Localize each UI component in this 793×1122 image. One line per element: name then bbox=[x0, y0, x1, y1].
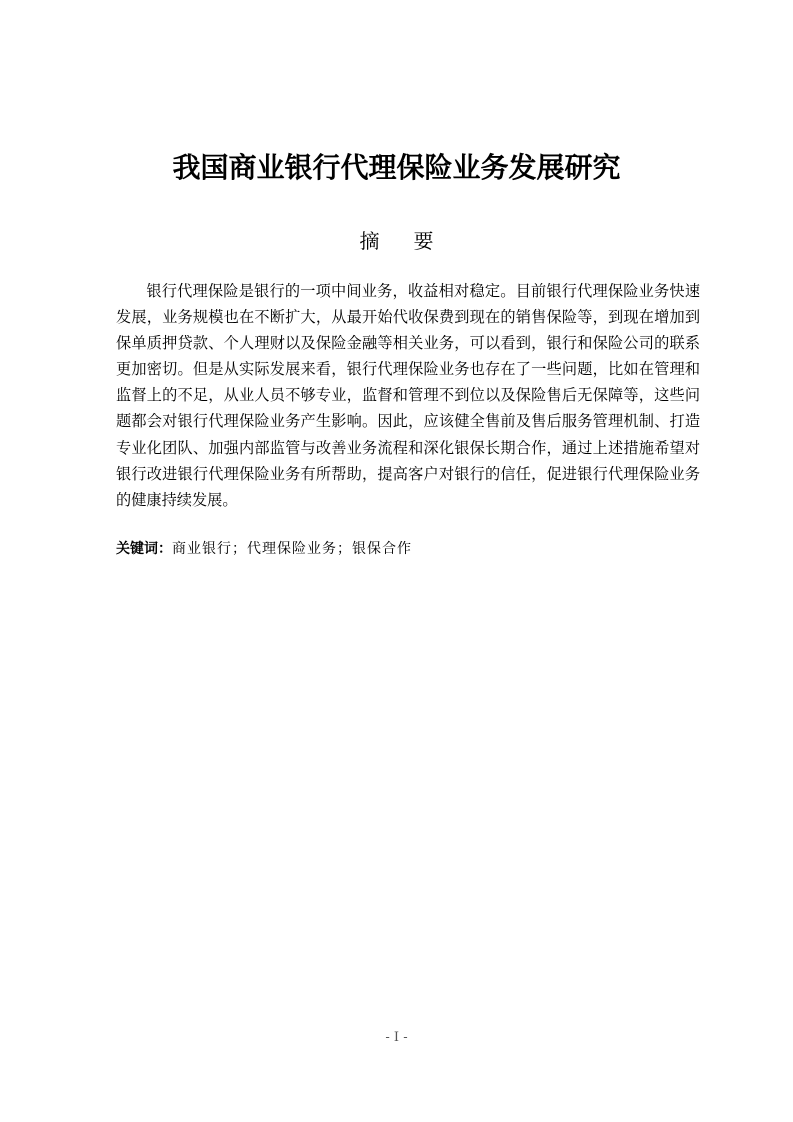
document-title: 我国商业银行代理保险业务发展研究 bbox=[172, 151, 621, 184]
keywords-label: 关键词： bbox=[116, 541, 172, 557]
keywords-line bbox=[116, 538, 700, 560]
abstract-heading bbox=[0, 226, 793, 256]
abstract-body: 银行代理保险是银行的一项中间业务，收益相对稳定。目前银行代理保险业务快速发展，业务规模也在不断扩大，从最开始代收保费到现在的销售保险等，到现在增加到保单质押贷款、个人理财以及保险金融等相关业务，可以看到，银行和保险公司的联系更加密切。但是从实际发展来看，银行代理保险业务也存在了一些问题，比如在管理和监督上的不足，从业人员不够专业，监督和管理不到位以及保险售后无保障等，这些问题都会对银行代理保险业务产生影响。因此，应该健全售前及售后服务管理机制、打造专业化团队、加强内部监管与改善业务流程和深化银保长期合作，通过上述措施希望对银行改进银行代理保险业务有所帮助，提高客户对银行的信任，促进银行代理保险业务的健康持续发展。 bbox=[116, 282, 700, 509]
abstract-heading-char-1: 摘 bbox=[359, 229, 380, 253]
keywords-list: 商业银行；代理保险业务；银保合作 bbox=[172, 541, 412, 557]
abstract-heading-char-2: 要 bbox=[413, 229, 434, 253]
page-number: - I - bbox=[385, 1030, 408, 1045]
